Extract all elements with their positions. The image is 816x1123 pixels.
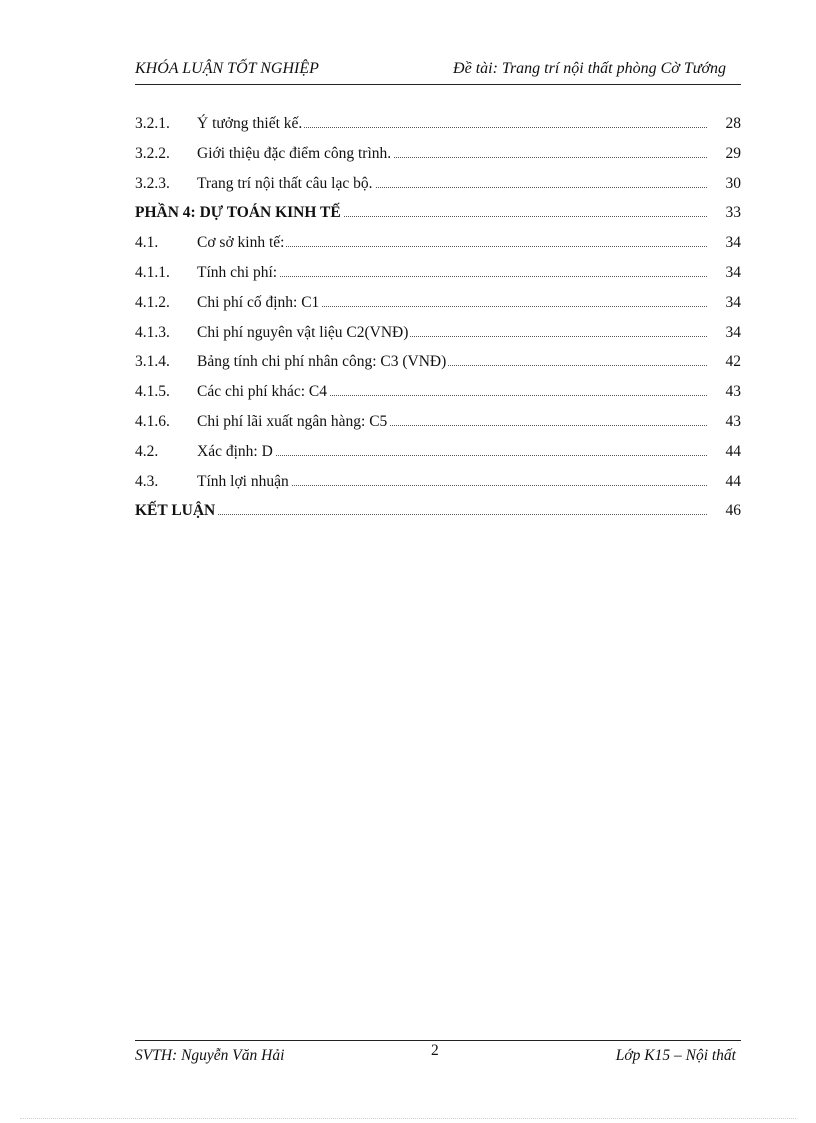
- toc-entry-page: 42: [725, 353, 741, 371]
- toc-row[interactable]: [135, 412, 741, 442]
- toc-entry-number: 4.1.3.: [135, 323, 170, 341]
- toc-entry-number: 3.2.3.: [135, 174, 170, 192]
- toc-entry-page: 33: [725, 204, 741, 222]
- toc-entry-page: 34: [725, 323, 741, 341]
- toc-entry-title: Các chi phí khác: C4: [197, 383, 327, 401]
- toc-entry-page: 46: [725, 502, 741, 520]
- toc-entry-page: 30: [725, 174, 741, 192]
- toc-row[interactable]: [135, 293, 741, 323]
- toc-entry-number: 4.2.: [135, 442, 159, 460]
- toc-entry-title: Chi phí lãi xuất ngân hàng: C5: [197, 412, 388, 430]
- toc-row[interactable]: [135, 263, 741, 293]
- toc-row[interactable]: [135, 174, 741, 204]
- toc-entry-title: PHẦN 4: DỰ TOÁN KINH TẾ: [135, 204, 341, 222]
- header-right-text: Đề tài: Trang trí nội thất phòng Cờ Tướng: [453, 60, 726, 77]
- page-header: [135, 60, 741, 85]
- toc-entry-page: 43: [725, 383, 741, 401]
- toc-dot-leader: [197, 514, 707, 515]
- toc-entry-number: 3.2.2.: [135, 144, 170, 162]
- toc-row[interactable]: [135, 144, 741, 174]
- toc-entry-title: Cơ sở kinh tế:: [197, 234, 285, 252]
- toc-entry-title: Giới thiệu đặc điểm công trình.: [197, 144, 392, 162]
- toc-entry-number: 4.1.1.: [135, 263, 170, 281]
- toc-entry-page: 34: [725, 263, 741, 281]
- toc-entry-title: Xác định: D: [197, 442, 273, 460]
- toc-entry-page: 44: [725, 472, 741, 490]
- page-footer: [135, 1040, 741, 1071]
- toc-entry-number: 4.1.2.: [135, 293, 170, 311]
- toc-row[interactable]: [135, 472, 741, 502]
- toc-entry-page: 44: [725, 442, 741, 460]
- toc-heading-row[interactable]: [135, 501, 741, 531]
- table-of-contents: [135, 114, 741, 531]
- toc-row[interactable]: [135, 382, 741, 412]
- toc-entry-title: Chi phí nguyên vật liệu C2(VNĐ): [197, 323, 409, 341]
- page-edge-divider: [20, 1118, 796, 1119]
- toc-entry-page: 34: [725, 293, 741, 311]
- toc-entry-page: 28: [725, 115, 741, 132]
- toc-row[interactable]: [135, 442, 741, 472]
- toc-entry-number: 4.3.: [135, 472, 159, 490]
- toc-entry-title: Tính lợi nhuận: [197, 472, 289, 490]
- toc-row[interactable]: [135, 233, 741, 263]
- header-left-text: KHÓA LUẬN TỐT NGHIỆP: [135, 60, 319, 77]
- toc-row[interactable]: [135, 323, 741, 353]
- toc-entry-title: Bảng tính chi phí nhân công: C3 (VNĐ): [197, 353, 447, 371]
- toc-entry-number: 4.1.6.: [135, 412, 170, 430]
- footer-page-number: 2: [431, 1042, 439, 1059]
- toc-entry-number: 4.1.5.: [135, 383, 170, 401]
- toc-entry-title: Chi phí cố định: C1: [197, 293, 320, 311]
- toc-entry-page: 29: [725, 144, 741, 162]
- toc-entry-number: 4.1.: [135, 234, 159, 252]
- footer-class-name: Lớp K15 – Nội thất: [615, 1047, 736, 1064]
- footer-student-name: SVTH: Nguyễn Văn Hải: [135, 1047, 285, 1064]
- toc-entry-number: 3.2.1.: [135, 115, 170, 132]
- toc-entry-page: 34: [725, 234, 741, 252]
- toc-heading-row[interactable]: [135, 203, 741, 233]
- toc-entry-page: 43: [725, 412, 741, 430]
- toc-row[interactable]: [135, 352, 741, 382]
- toc-entry-title: Tính chi phí:: [197, 263, 278, 281]
- toc-entry-title: Ý tưởng thiết kế.: [197, 115, 303, 132]
- toc-entry-number: 3.1.4.: [135, 353, 170, 371]
- toc-entry-title: KẾT LUẬN: [135, 502, 216, 520]
- toc-row[interactable]: [135, 114, 741, 144]
- toc-entry-title: Trang trí nội thất câu lạc bộ.: [197, 174, 373, 192]
